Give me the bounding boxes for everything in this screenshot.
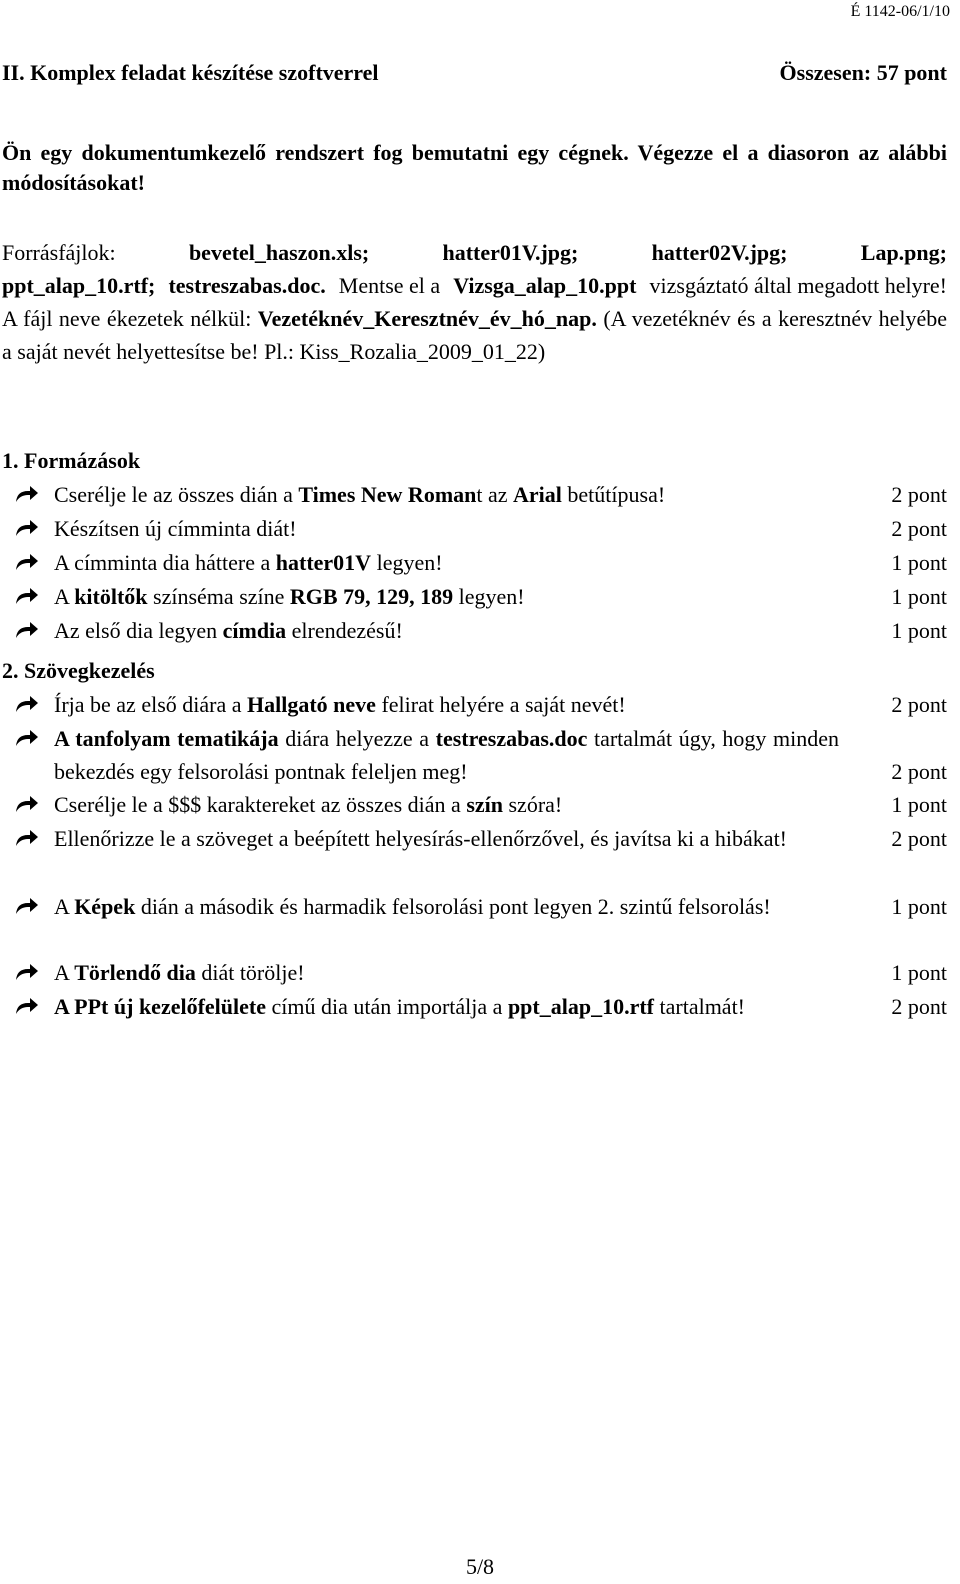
example-filename: Kiss_Rozalia_2009_01_22) (299, 339, 546, 364)
source-file: ppt_alap_10.rtf; (2, 273, 156, 298)
task-item (54, 546, 947, 579)
task-item (54, 788, 947, 821)
task-points: 1 pont (891, 960, 947, 985)
task-item (54, 990, 947, 1023)
source-file: bevetel_haszon.xls; (188, 240, 370, 265)
save-filename: Vizsga_alap_10.ppt (453, 273, 637, 298)
source-file: testreszabas.doc. (168, 273, 326, 298)
task-item (54, 614, 947, 647)
task-item (54, 722, 947, 788)
curved-arrow-icon (14, 890, 40, 923)
task-points: 1 pont (891, 618, 947, 643)
section-title-formatting: 1. Formázások (2, 448, 141, 473)
source-file: Lap.png; (860, 240, 947, 265)
curved-arrow-icon (14, 478, 40, 511)
task-item (54, 580, 947, 613)
task-points: 2 pont (891, 994, 947, 1019)
curved-arrow-icon (14, 688, 40, 721)
page-number: 5/8 (465, 1554, 495, 1579)
task-text: Cserélje le a $$$ karaktereket az összes dián a szín szóra! (54, 792, 563, 817)
naming-pattern: Vezetéknév_Keresztnév_év_hó_nap. (257, 306, 597, 331)
task-text: Az első dia legyen címdia elrendezésű! (54, 618, 403, 643)
curved-arrow-icon (14, 546, 40, 579)
curved-arrow-icon (14, 822, 40, 855)
curved-arrow-icon (14, 788, 40, 821)
task-text: Írja be az első diára a Hallgató neve felirat helyére a saját nevét! (54, 692, 626, 717)
curved-arrow-icon (14, 512, 40, 545)
task-points: 1 pont (891, 792, 947, 817)
task-text: A PPt új kezelőfelülete című dia után importálja a ppt_alap_10.rtf tartalmát! (54, 994, 746, 1019)
task-text: Ellenőrizze le a szöveget a beépített helyesírás-ellenőrzővel, és javítsa ki a hibákat! (54, 826, 788, 851)
task-points: 2 pont (891, 482, 947, 507)
source-files-paragraph (2, 236, 947, 302)
task-item (54, 890, 947, 923)
task-item (54, 512, 947, 545)
task-points: 2 pont (891, 826, 947, 851)
task-item (54, 478, 947, 511)
section-title-text-editing: 2. Szövegkezelés (2, 658, 155, 683)
task-text: A Törlendő dia diát törölje! (54, 960, 305, 985)
source-line-2 (2, 269, 947, 302)
curved-arrow-icon (14, 990, 40, 1023)
curved-arrow-icon (14, 722, 40, 755)
document-code: É 1142-06/1/10 (850, 3, 950, 20)
task-text: A kitöltők színséma színe RGB 79, 129, 189 legyen! (54, 584, 525, 609)
task-points: 2 pont (891, 759, 947, 784)
curved-arrow-icon (14, 614, 40, 647)
task-points: 1 pont (891, 894, 947, 919)
task-text: Készítsen új címminta diát! (54, 516, 297, 541)
task-text: A Képek dián a második és harmadik felsorolási pont legyen 2. szintű felsorolás! (54, 894, 771, 919)
example-prefix: Pl.: (264, 339, 295, 364)
curved-arrow-icon (14, 580, 40, 613)
task-points: 1 pont (891, 584, 947, 609)
task-text: A címminta dia háttere a hatter01V legyen! (54, 550, 443, 575)
naming-text: A fájl neve ékezetek nélkül: (2, 306, 252, 331)
source-line-1 (2, 236, 947, 269)
save-instruction: Mentse el a (338, 273, 441, 298)
task-points: 2 pont (891, 516, 947, 541)
task-item (54, 688, 947, 721)
task-text: A tanfolyam tematikája diára helyezze a testreszabas.doc tartalmát úgy, hogy minden bekezdés egy felsorolási pontnak feleljen meg! (54, 726, 840, 784)
curved-arrow-icon (14, 956, 40, 989)
task-title (2, 56, 947, 89)
task-text: Cserélje le az összes dián a Times New Romant az Arial betűtípusa! (54, 482, 666, 507)
task-item (54, 822, 947, 855)
source-file: hatter01V.jpg; (442, 240, 579, 265)
task-item (54, 956, 947, 989)
naming-paragraph (2, 302, 947, 368)
save-instruction-rest: vizsgáztató által megadott helyre! (649, 273, 947, 298)
task-title-text: II. Komplex feladat készítése szoftverrel (2, 60, 379, 85)
source-file: hatter02V.jpg; (651, 240, 788, 265)
source-label: Forrásfájlok: (2, 240, 116, 265)
naming-note: (A vezetéknév és a keresztnév helyébe a saját nevét helyettesítse be! (2, 306, 947, 364)
task-points: 1 pont (891, 550, 947, 575)
total-points: Összesen: 57 pont (779, 60, 947, 85)
task-points: 2 pont (891, 692, 947, 717)
intro-paragraph: Ön egy dokumentumkezelő rendszert fog bemutatni egy cégnek. Végezze el a diasoron az alábbi módosításokat! (2, 140, 947, 195)
